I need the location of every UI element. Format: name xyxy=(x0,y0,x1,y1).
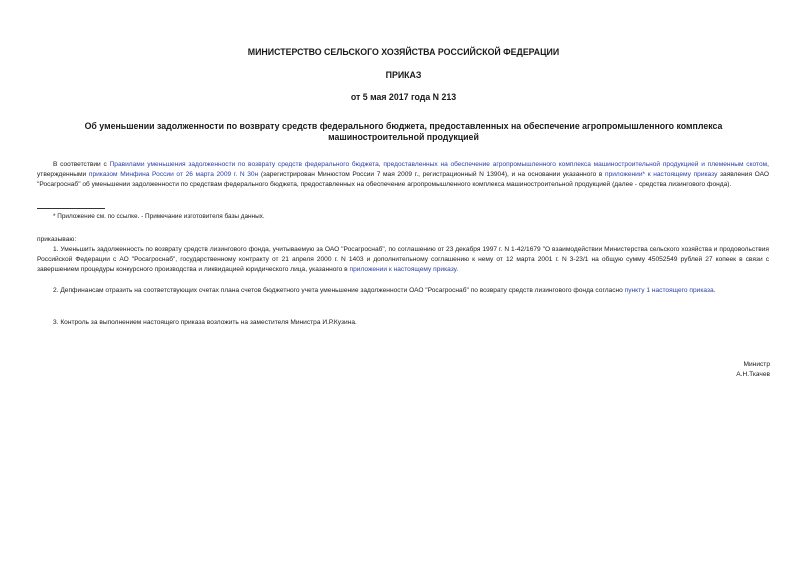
preamble-paragraph xyxy=(37,160,769,189)
signature-name: А.Н.Ткачев xyxy=(736,370,770,378)
item-1-appendix-link[interactable]: приложении к настоящему приказу xyxy=(349,265,457,273)
date-number-heading: от 5 мая 2017 года N 213 xyxy=(350,92,457,102)
item-2-end: . xyxy=(713,287,716,294)
minfin-order-link[interactable]: приказом Минфина России от 26 марта 2009 г. N 30н xyxy=(88,170,259,178)
preamble-text-4: заявления ОАО "Росагроснаб" об уменьшении задолженности по средствам федерального бюджета, предоставленных на обеспечение агропромышленного комплекса машиностроительной продукцией (далее - средства лизингового фонда). xyxy=(37,170,770,188)
ministry-heading: МИНИСТЕРСТВО СЕЛЬСКОГО ХОЗЯЙСТВА РОССИЙСКОЙ ФЕДЕРАЦИИ xyxy=(247,47,560,57)
appendix-link[interactable]: приложении* к настоящему приказу xyxy=(605,170,718,178)
footnote-divider xyxy=(37,208,105,209)
order-title-line-2: машиностроительной продукцией xyxy=(328,132,479,142)
doc-type-heading: ПРИКАЗ xyxy=(385,70,422,80)
rules-link[interactable]: Правилами уменьшения задолженности по возврату средств федерального бюджета, предоставленных на обеспечение агропромышленного комплекса машиностроительной продукцией и племенным скотом xyxy=(109,161,768,168)
signature-position: Министр xyxy=(743,361,770,368)
item-1-text: 1. Уменьшить задолженность по возврату средств лизингового фонда, учитываемую за ОАО "Росагроснаб", по соглашению от 23 декабря 1997 г. N 1-42/1679 "О взаимодействии Министерства сельского хозяйства и продовольствия Российской Федерации с АО "Росагроснаб", государственному контракту от 21 апреля 2000 г. N 1403 и дополнительному соглашению к нему от 12 марта 2001 г. N 3-23/1 на общую сумму 45052549 рублей 27 копеек в связи с завершением процедуры конкурсного производства и ликвидацией юридического лица, указанного в xyxy=(37,246,769,273)
signature-block xyxy=(736,360,770,380)
item-2-text: 2. Депфинансам отразить на соответствующих счетах плана счетов бюджетного учета уменьшение задолженности ОАО "Росагроснаб" по возврату средств лизингового фонда согласно xyxy=(53,287,625,294)
item-1-end: . xyxy=(456,265,459,273)
item-3-paragraph: 3. Контроль за выполнением настоящего приказа возложить на заместителя Министра И.Р.Кузина. xyxy=(53,319,357,326)
item-2-point-link[interactable]: пункту 1 настоящего приказа xyxy=(624,287,714,294)
preamble-text-1: В соответствии с xyxy=(53,161,110,168)
order-title-line-1: Об уменьшении задолженности по возврату средств федерального бюджета, предоставленных на обеспечение агропромышленного комплекса xyxy=(84,121,723,131)
order-title xyxy=(60,121,747,143)
item-1-paragraph xyxy=(37,245,769,274)
preamble-text-3: (зарегистрирован Минюстом России 7 мая 2009 г., регистрационный N 13904), и на основании указанного в xyxy=(258,170,606,178)
footnote-text: * Приложение см. по ссылке. - Примечание изготовителя базы данных. xyxy=(53,213,265,220)
item-2-paragraph xyxy=(37,286,769,296)
preamble-text-2: , утвержденными xyxy=(37,161,769,178)
order-word: приказываю: xyxy=(37,236,77,243)
